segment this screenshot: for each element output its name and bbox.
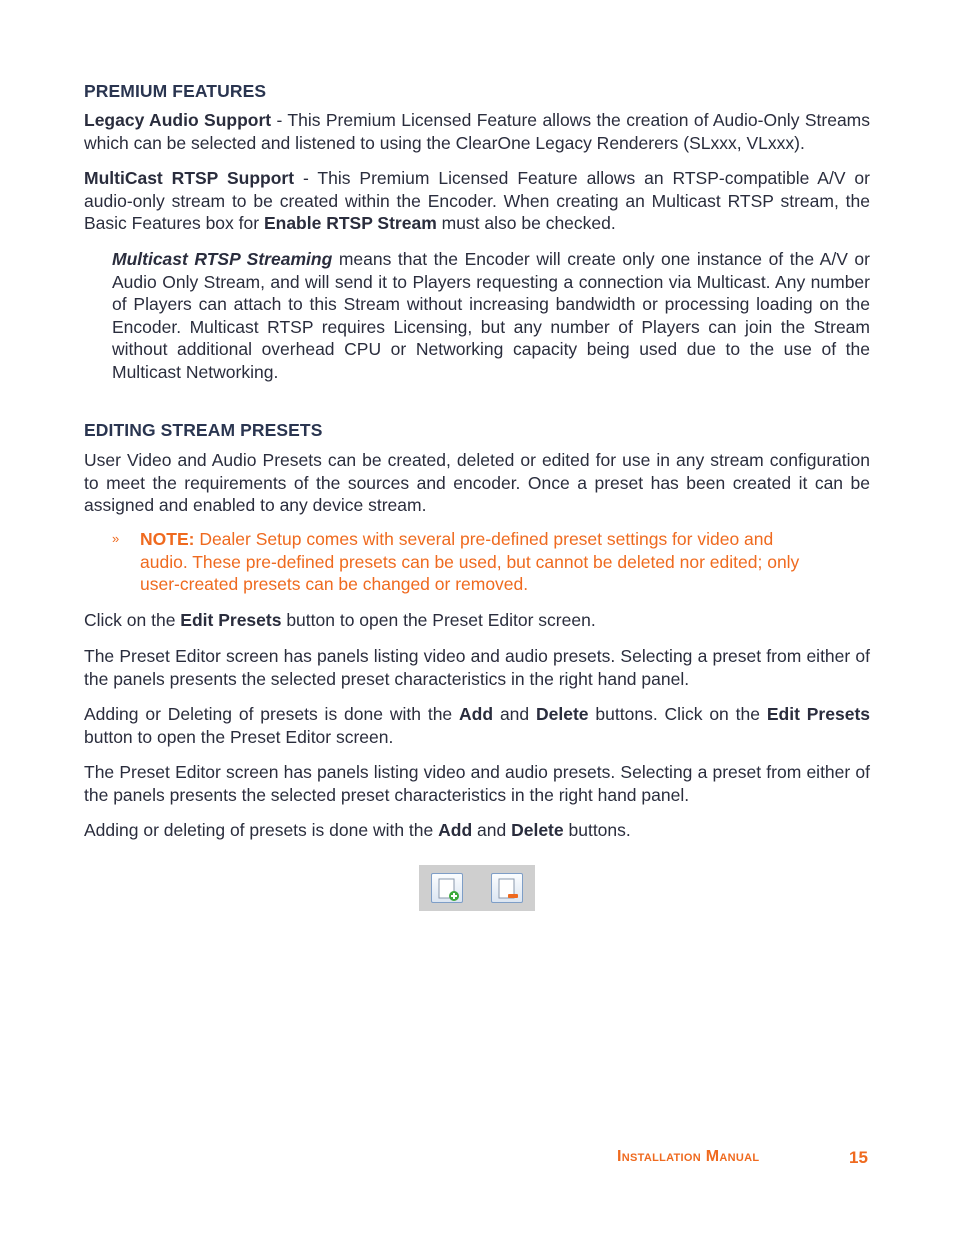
legacy-audio-paragraph bbox=[84, 109, 870, 154]
multicast-support-label: MultiCast RTSP Support bbox=[84, 168, 295, 188]
editing-intro-paragraph: User Video and Audio Presets can be created, deleted or edited for use in any stream configuration to meet the requirements of the sources and encoder. Once a preset has been created it can be assigned and enabled to any device stream. bbox=[84, 450, 870, 515]
preset-editor-paragraph-2: The Preset Editor screen has panels listing video and audio presets. Selecting a preset from either of the panels presents the selected preset characteristics in the right hand panel. bbox=[84, 762, 870, 805]
adding-2-text-c: buttons. bbox=[563, 820, 631, 840]
preset-toolbar-image bbox=[419, 865, 535, 911]
adding-1-text-b: and bbox=[493, 704, 537, 724]
edit-presets-label-2: Edit Presets bbox=[766, 704, 871, 724]
note-bullet: » bbox=[112, 531, 120, 546]
multicast-streaming-paragraph bbox=[112, 248, 870, 383]
click-text-1: Click on the bbox=[84, 610, 181, 630]
enable-rtsp-label: Enable RTSP Stream bbox=[263, 213, 437, 233]
legacy-audio-label: Legacy Audio Support bbox=[84, 110, 272, 130]
add-label: Add bbox=[459, 704, 494, 724]
adding-1-text-a: Adding or Deleting of presets is done with the bbox=[84, 704, 460, 724]
note-text: Dealer Setup comes with several pre-defined preset settings for video and audio. These pre-defined presets can be used, but cannot be deleted nor edited; only user-created presets can be changed or removed. bbox=[140, 529, 800, 594]
legacy-audio-text: - This Premium Licensed Feature allows the creation of Audio-Only Streams which can be selected and listened to using the ClearOne Legacy Renderers (SLxxx, VLxxx). bbox=[84, 110, 870, 153]
delete-label-2: Delete bbox=[511, 820, 564, 840]
multicast-support-text-2: must also be checked. bbox=[436, 213, 616, 233]
adding-2-text-b: and bbox=[472, 820, 512, 840]
add-preset-button[interactable] bbox=[431, 873, 463, 903]
premium-features-heading: PREMIUM FEATURES bbox=[84, 81, 267, 101]
dealer-setup-note bbox=[112, 528, 812, 596]
adding-1-text-d: button to open the Preset Editor screen. bbox=[84, 726, 394, 747]
add-label-2: Add bbox=[438, 820, 473, 840]
edit-presets-label: Edit Presets bbox=[180, 610, 282, 630]
delete-document-icon bbox=[492, 874, 524, 904]
adding-deleting-paragraph-2 bbox=[84, 819, 870, 842]
delete-label: Delete bbox=[536, 704, 589, 724]
adding-deleting-paragraph-1 bbox=[84, 703, 870, 748]
multicast-support-paragraph bbox=[84, 167, 870, 235]
multicast-streaming-text: means that the Encoder will create only one instance of the A/V or Audio Only Stream, and will send it to Players requesting a connection via Multicast. Any number of Players can attach to this Stream without increasing bandwidth or processing loading on the Encoder. Multicast RTSP requires Licensing, but any number of Players can join the Stream without additional overhead CPU or Networking capacity being used due to the use of the Multicast Networking. bbox=[112, 249, 870, 382]
adding-1-text-c: buttons. Click on the bbox=[588, 704, 767, 724]
multicast-streaming-label: Multicast RTSP Streaming bbox=[112, 249, 333, 269]
adding-2-text-a: Adding or deleting of presets is done with the bbox=[84, 820, 439, 840]
click-edit-presets-paragraph bbox=[84, 609, 870, 632]
add-document-icon bbox=[432, 874, 464, 904]
note-label: NOTE: bbox=[140, 529, 195, 549]
editing-presets-heading: EDITING STREAM PRESETS bbox=[84, 420, 323, 440]
footer-manual-title: Installation Manual bbox=[617, 1148, 760, 1165]
click-text-2: button to open the Preset Editor screen. bbox=[281, 610, 596, 630]
note-body bbox=[140, 528, 812, 596]
footer-page-number: 15 bbox=[849, 1148, 868, 1167]
preset-editor-paragraph-1: The Preset Editor screen has panels listing video and audio presets. Selecting a preset from either of the panels presents the selected preset characteristics in the right hand panel. bbox=[84, 646, 870, 689]
multicast-support-text-1: - This Premium Licensed Feature allows an RTSP-compatible A/V or audio-only stream to be created within the Encoder. When creating an Multicast RTSP stream, the Basic Features box for bbox=[84, 168, 870, 233]
delete-preset-button[interactable] bbox=[491, 873, 523, 903]
